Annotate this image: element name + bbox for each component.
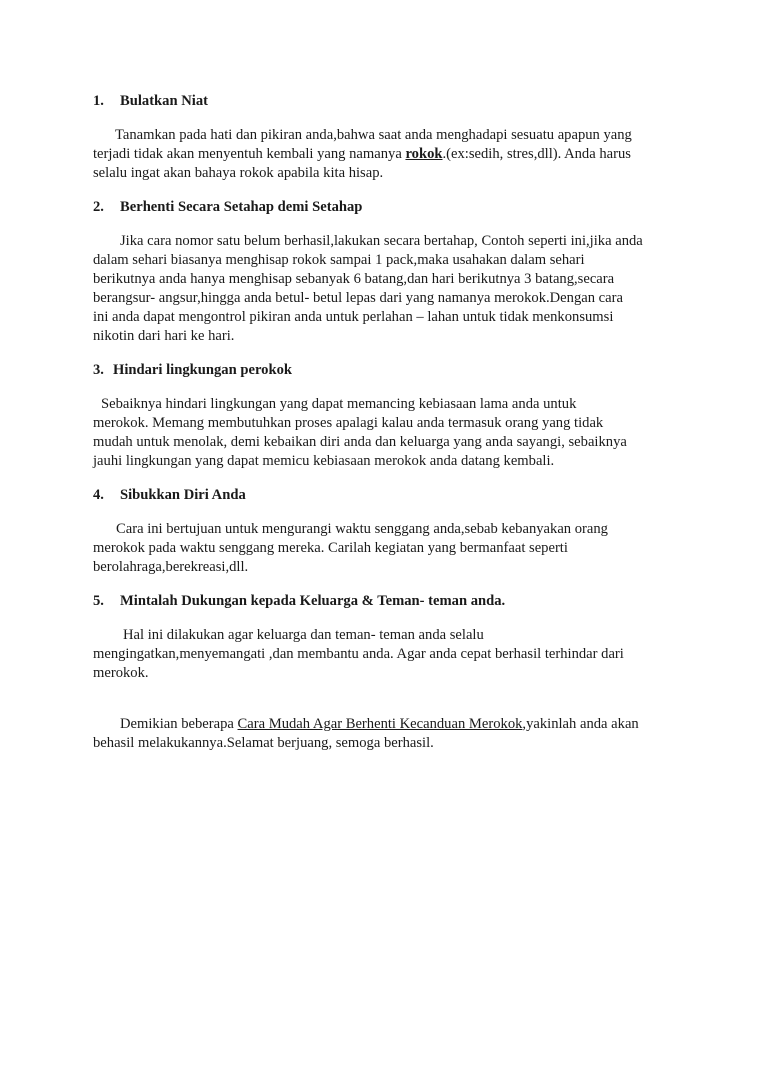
section-3-line-2: merokok. Memang membutuhkan proses apalagi kalau anda termasuk orang yang tidak bbox=[93, 415, 604, 431]
section-1-paragraph bbox=[93, 126, 683, 183]
section-1-number: 1. bbox=[93, 93, 104, 109]
section-3-line-4: jauhi lingkungan yang dapat memicu kebiasaan merokok anda datang kembali. bbox=[93, 453, 555, 469]
section-4-number: 4. bbox=[93, 487, 104, 503]
section-2-line-1: Jika cara nomor satu belum berhasil,lakukan secara bertahap, Contoh seperti ini,jika anda bbox=[120, 233, 643, 249]
section-4-line-3: berolahraga,berekreasi,dll. bbox=[93, 559, 249, 575]
section-1-title: Bulatkan Niat bbox=[120, 93, 208, 109]
document-body bbox=[93, 92, 683, 753]
closing-paragraph bbox=[93, 715, 683, 753]
section-2-heading bbox=[93, 198, 683, 217]
section-1-heading bbox=[93, 92, 683, 111]
section-2-number: 2. bbox=[93, 199, 104, 215]
section-3-line-1: Sebaiknya hindari lingkungan yang dapat memancing kebiasaan lama anda untuk bbox=[101, 396, 577, 412]
section-5-number: 5. bbox=[93, 593, 104, 609]
section-2-line-3: berikutnya anda hanya menghisap sebanyak 6 batang,dan hari berikutnya 3 batang,secara bbox=[93, 271, 615, 287]
section-4-title: Sibukkan Diri Anda bbox=[120, 487, 246, 503]
section-4-line-2: merokok pada waktu senggang mereka. Carilah kegiatan yang bermanfaat seperti bbox=[93, 540, 568, 556]
section-2-line-4: berangsur- angsur,hingga anda betul- betul lepas dari yang namanya merokok.Dengan cara bbox=[93, 290, 623, 306]
section-4-heading bbox=[93, 486, 683, 505]
section-3-heading bbox=[93, 361, 683, 380]
section-3-line-3: mudah untuk menolak, demi kebaikan diri anda dan keluarga yang anda sayangi, sebaiknya bbox=[93, 434, 627, 450]
section-5-paragraph bbox=[93, 626, 683, 683]
section-1-line-1: Tanamkan pada hati dan pikiran anda,bahwa saat anda menghadapi sesuatu apapun yang bbox=[115, 127, 632, 143]
closing-line-2: behasil melakukannya.Selamat berjuang, semoga berhasil. bbox=[93, 735, 434, 751]
section-4-paragraph bbox=[93, 520, 683, 577]
section-1-line-3: selalu ingat akan bahaya rokok apabila kita hisap. bbox=[93, 165, 384, 181]
section-4-line-1: Cara ini bertujuan untuk mengurangi waktu senggang anda,sebab kebanyakan orang bbox=[116, 521, 608, 537]
section-3-title: Hindari lingkungan perokok bbox=[113, 362, 292, 378]
section-3-number: 3. bbox=[93, 362, 104, 378]
rokok-keyword-link[interactable]: rokok bbox=[405, 146, 443, 162]
section-3-paragraph bbox=[93, 395, 683, 471]
section-2-paragraph bbox=[93, 232, 683, 346]
closing-line-1: Demikian beberapa Cara Mudah Agar Berhenti Kecanduan Merokok,yakinlah anda akan bbox=[120, 716, 639, 732]
section-2-line-2: dalam sehari biasanya menghisap rokok sampai 1 pack,maka usahakan dalam sehari bbox=[93, 252, 585, 268]
section-2-line-5: ini anda dapat mengontrol pikiran anda untuk perlahan – lahan untuk tidak menkonsumsi bbox=[93, 309, 614, 325]
cara-mudah-link[interactable]: Cara Mudah Agar Berhenti Kecanduan Merokok bbox=[237, 716, 523, 732]
section-5-line-1: Hal ini dilakukan agar keluarga dan teman- teman anda selalu bbox=[123, 627, 484, 643]
section-2-line-6: nikotin dari hari ke hari. bbox=[93, 328, 235, 344]
section-1-line-2: terjadi tidak akan menyentuh kembali yang namanya rokok.(ex:sedih, stres,dll). Anda harus bbox=[93, 146, 631, 162]
section-2-title: Berhenti Secara Setahap demi Setahap bbox=[120, 199, 363, 215]
section-5-line-2: mengingatkan,menyemangati ,dan membantu anda. Agar anda cepat berhasil terhindar dari bbox=[93, 646, 624, 662]
section-5-line-3: merokok. bbox=[93, 665, 149, 681]
section-5-heading bbox=[93, 592, 683, 611]
section-5-title: Mintalah Dukungan kepada Keluarga & Teman- teman anda. bbox=[120, 593, 506, 609]
